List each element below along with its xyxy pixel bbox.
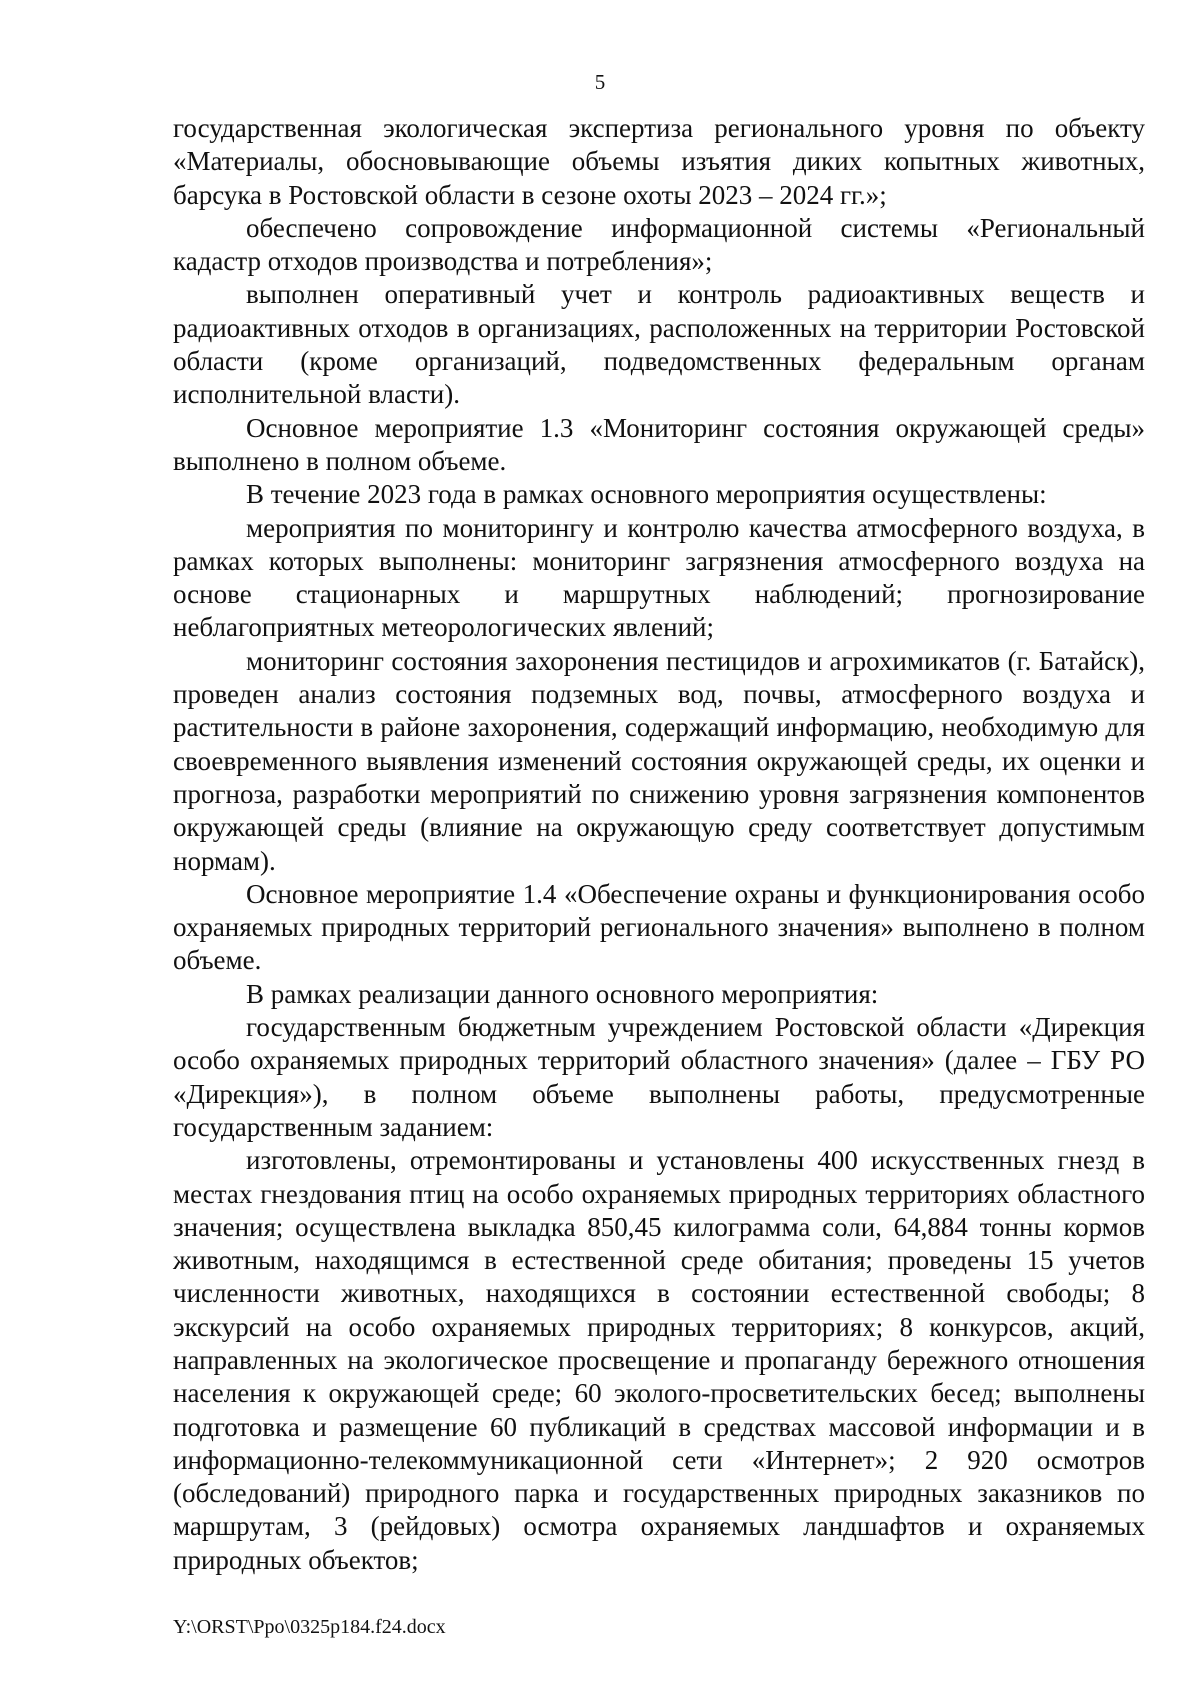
paragraph-8: Основное мероприятие 1.4 «Обеспечение охраны и функционирования особо охраняемых природных территорий регионального значения» выполнено в полном объеме. xyxy=(173,878,1145,976)
document-body xyxy=(173,112,1145,1577)
paragraph-10: государственным бюджетным учреждением Ростовской области «Дирекция особо охраняемых природных территорий областного значения» (далее – ГБУ РО «Дирекция»), в полном объеме выполнены работы, предусмотренные государственным заданием: xyxy=(173,1012,1145,1142)
paragraph-5: В течение 2023 года в рамках основного мероприятия осуществлены: xyxy=(246,479,1047,510)
paragraph-11: изготовлены, отремонтированы и установлены 400 искусственных гнезд в местах гнездования птиц на особо охраняемых природных территориях областного значения; осуществлена выкладка 850,45 килограмма соли, 64,884 тонны кормов животным, находящимся в естественной среде обитания; проведены 15 учетов численности животных, находящихся в состоянии естественной свободы; 8 экскурсий на особо охраняемых природных территориях; 8 конкурсов, акций, направленных на экологическое просвещение и пропаганду бережного отношения населения к окружающей среде; 60 эколого-просветительских бесед; выполнены подготовка и размещение 60 публикаций в средствах массовой информации и в информационно-телекоммуникационной сети «Интернет»; 2 920 осмотров (обследований) природного парка и государственных природных заказников по маршрутам, 3 (рейдовых) осмотра охраняемых ландшафтов и охраняемых природных объектов; xyxy=(173,1145,1145,1575)
paragraph-6: мероприятия по мониторингу и контролю качества атмосферного воздуха, в рамках которых выполнены: мониторинг загрязнения атмосферного воздуха на основе стационарных и маршрутных наблюдений; прогнозирование неблагоприятных метеорологических явлений; xyxy=(173,512,1145,643)
paragraph-4: Основное мероприятие 1.3 «Мониторинг состояния окружающей среды» выполнено в полном объеме. xyxy=(173,412,1145,476)
paragraph-7: мониторинг состояния захоронения пестицидов и агрохимикатов (г. Батайск), проведен анализ состояния подземных вод, почвы, атмосферного воздуха и растительности в районе захоронения, содержащий информацию, необходимую для своевременного выявления изменений состояния окружающей среды, их оценки и прогноза, разработки мероприятий по снижению уровня загрязнения компонентов окружающей среды (влияние на окружающую среду соответствует допустимым нормам). xyxy=(173,645,1145,876)
paragraph-2: обеспечено сопровождение информационной системы «Региональный кадастр отходов производства и потребления»; xyxy=(173,212,1145,277)
paragraph-1: государственная экологическая экспертиза регионального уровня по объекту «Материалы, обосновывающие объемы изъятия диких копытных животных, барсука в Ростовской области в сезоне охоты 2023 – 2024 гг.»; xyxy=(173,113,1145,210)
paragraph-9: В рамках реализации данного основного мероприятия: xyxy=(246,978,879,1009)
footer-file-path: Y:\ORST\Ppo\0325p184.f24.docx xyxy=(173,1616,446,1638)
paragraph-3: выполнен оперативный учет и контроль радиоактивных веществ и радиоактивных отходов в организациях, расположенных на территории Ростовской области (кроме организаций, подведомственных федеральным органам исполнительной власти). xyxy=(173,279,1145,410)
page-number: 5 xyxy=(594,70,606,94)
